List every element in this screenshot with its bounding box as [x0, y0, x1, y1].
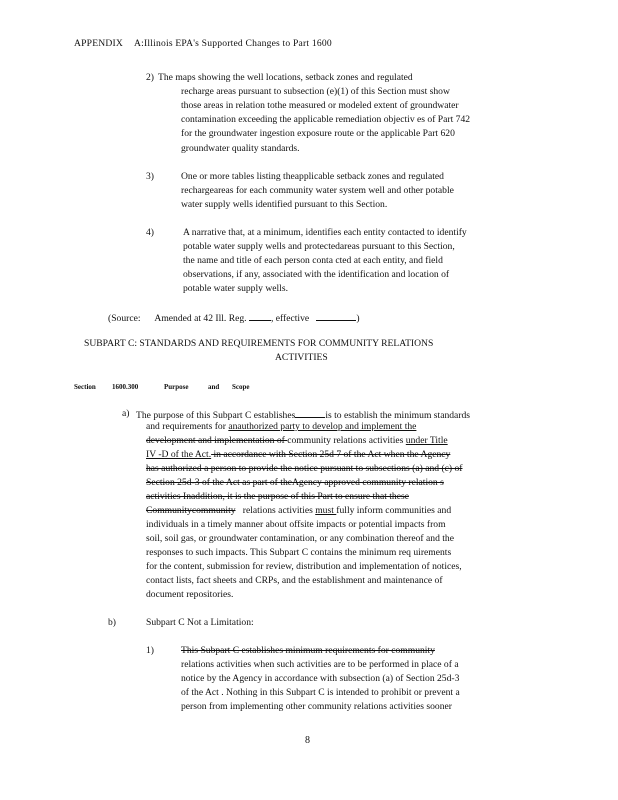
- section-number: 1600.300: [112, 383, 139, 391]
- item-4-line: A narrative that, at a minimum, identifies each entity contacted to identify: [183, 227, 467, 238]
- source-amended: Amended at 42 Ill. Reg.: [154, 313, 247, 324]
- subpart-heading-cont: ACTIVITIES: [275, 352, 328, 363]
- para-a-line: document repositories.: [146, 589, 234, 600]
- appendix-label: APPENDIX: [74, 38, 124, 49]
- para-b-label: b): [108, 617, 116, 628]
- register-blank: [249, 311, 271, 321]
- source-prefix: (Source:: [108, 313, 141, 324]
- section-label: Section: [74, 383, 96, 391]
- item-4-line: potable water supply wells.: [183, 283, 288, 294]
- para-a-line: soil, soil gas, or groundwater contamination, or any combination thereof and the: [146, 533, 454, 544]
- item-4-line: the name and title of each person conta cted at each entity, and field: [183, 255, 443, 266]
- source-close: ): [356, 313, 360, 324]
- para-a-line: IV -D of the Act. in accordance with Section 25d 7 of the Act when the Agency: [146, 449, 451, 460]
- para-a-line: individuals in a timely manner about offsite impacts or potential impacts from: [146, 519, 446, 530]
- appendix-title: A:Illinois EPA's Supported Changes to Part 1600: [134, 38, 332, 49]
- para-a-line: development and implementation of community relations activities under Title: [146, 435, 448, 446]
- item-4-number: 4): [146, 227, 154, 238]
- underline-blank: [295, 408, 325, 418]
- subpart-heading: SUBPART C: STANDARDS AND REQUIREMENTS FOR COMMUNITY RELATIONS: [84, 338, 434, 349]
- para-a-label: a): [122, 408, 130, 419]
- para-a-line: The purpose of this Subpart C establishes is to establish the minimum standards: [136, 410, 471, 421]
- source-effective: , effective: [270, 313, 310, 324]
- item-4-line: observations, if any, associated with the identification and location of: [183, 269, 450, 280]
- item-b1-line: person from implementing other community relations activities sooner: [181, 701, 452, 712]
- item-2-line: contamination exceeding the applicable remediation objectiv es of Part 742: [181, 114, 471, 125]
- page-number: 8: [305, 735, 310, 746]
- item-2-line: recharge areas pursuant to subsection (e)(1) of this Section must show: [181, 86, 450, 97]
- para-a-line: responses to such impacts. This Subpart C contains the minimum req uirements: [146, 547, 452, 558]
- section-title: Purpose: [164, 383, 189, 391]
- item-2-line: The maps showing the well locations, setback zones and regulated: [158, 72, 413, 83]
- para-a-line: Communitycommunity relations activities must fully inform communities and: [146, 505, 452, 516]
- section-title: and: [208, 383, 220, 391]
- para-a-line: Section 25d-3 of the Act as part of theAgency approved community relation s: [146, 477, 444, 488]
- item-3-line: One or more tables listing theapplicable setback zones and regulated: [181, 171, 444, 182]
- item-2-line: for the groundwater ingestion exposure route or the applicable Part 620: [181, 128, 455, 139]
- item-b1-line: relations activities when such activities are to be performed in place of a: [181, 659, 459, 670]
- item-4-line: potable water supply wells and protectedareas pursuant to this Section,: [183, 241, 455, 252]
- item-b1-line: of the Act . Nothing in this Subpart C is intended to prohibit or prevent a: [181, 687, 460, 698]
- item-3-number: 3): [146, 171, 154, 182]
- item-b1-number: 1): [146, 645, 154, 656]
- item-2-number: 2): [146, 72, 154, 83]
- date-blank: [316, 311, 356, 321]
- item-b1-line: This Subpart C establishes minimum requirements for community: [181, 645, 435, 656]
- para-b-title: Subpart C Not a Limitation:: [146, 617, 254, 628]
- para-a-line: for the content, submission for review, distribution and implementation of notices,: [146, 561, 462, 572]
- para-a-line: has authorized a person to provide the notice pursuant to subsections (a) and (c) of: [146, 463, 463, 474]
- source-note: [108, 311, 360, 325]
- para-a-line: contact lists, fact sheets and CRPs, and the establishment and maintenance of: [146, 575, 443, 586]
- para-a-line: activities Inaddition, it is the purpose of this Part to ensure that these: [146, 491, 409, 502]
- para-a-line: and requirements for anauthorized party to develop and implement the: [146, 421, 417, 432]
- section-title: Scope: [232, 383, 250, 391]
- item-b1-line: notice by the Agency in accordance with subsection (a) of Section 25d-3: [181, 673, 460, 684]
- item-3-line: rechargeareas for each community water system well and other potable: [181, 185, 454, 196]
- item-3-line: water supply wells identified pursuant to this Section.: [181, 199, 388, 210]
- item-2-line: groundwater quality standards.: [181, 143, 300, 154]
- item-2-line: those areas in relation tothe measured or modeled extent of groundwater: [181, 100, 459, 111]
